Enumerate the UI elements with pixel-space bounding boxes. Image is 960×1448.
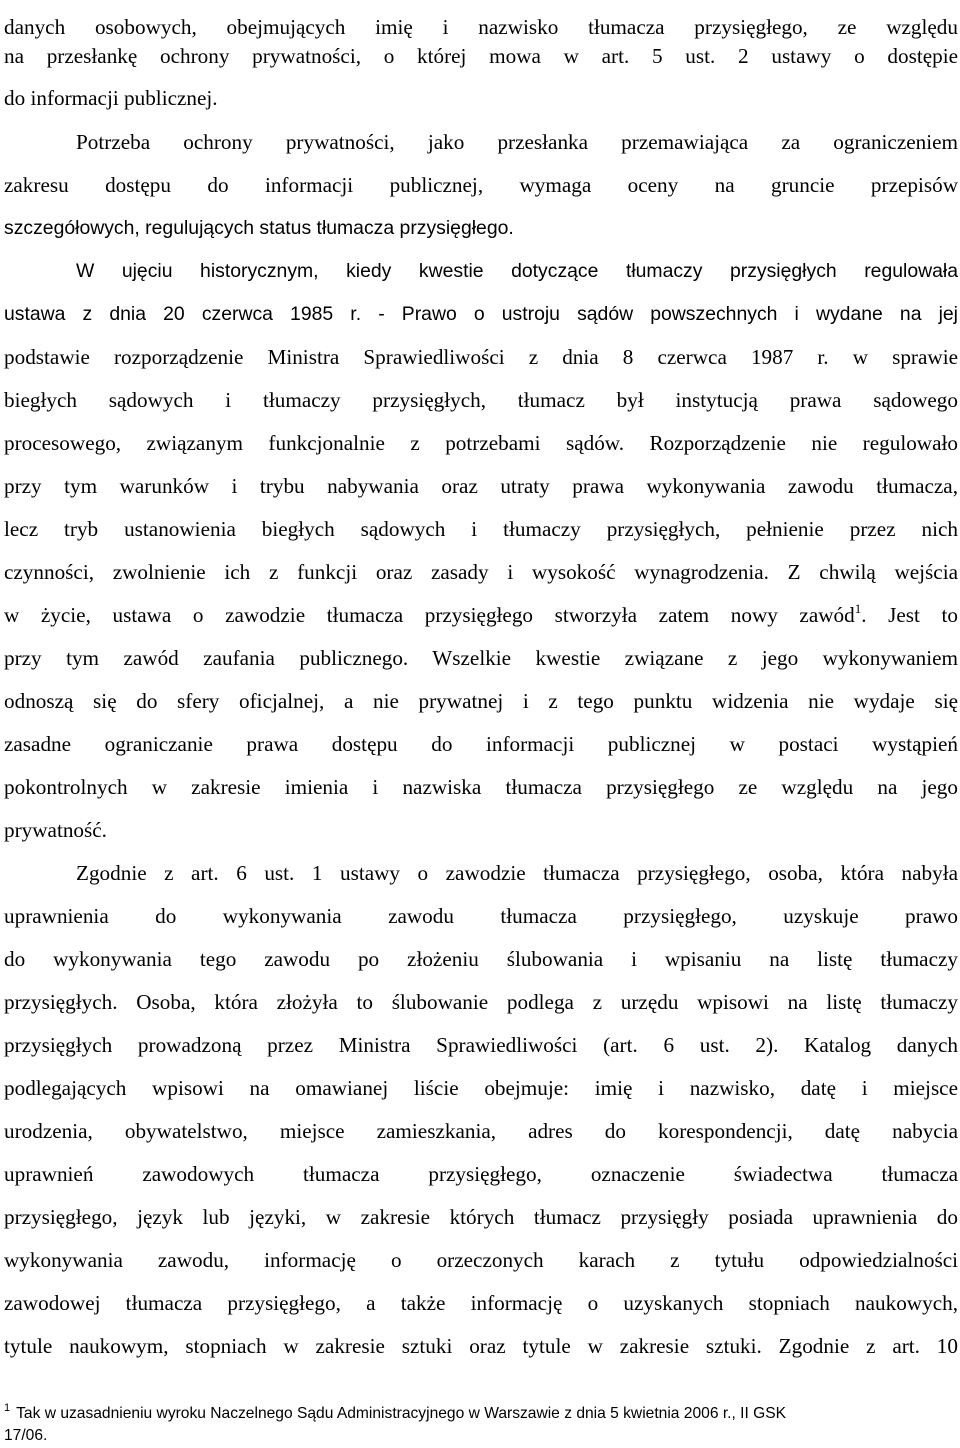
body-text-line: zakresu dostępu do informacji publicznej, wymaga oceny na gruncie przepisów — [4, 173, 958, 197]
footnote-line: 17/06. — [4, 1427, 48, 1444]
body-text-line: urodzenia, obywatelstwo, miejsce zamieszkania, adres do korespondencji, datę nabycia — [4, 1119, 958, 1143]
body-text-line: podstawie rozporządzenie Ministra Sprawiedliwości z dnia 8 czerwca 1987 r. w sprawie — [4, 345, 958, 369]
body-text-segment: w życie, ustawa o zawodzie tłumacza przysięgłego stworzyła zatem nowy zawód — [4, 603, 855, 627]
body-text-line: przy tym warunków i trybu nabywania oraz utraty prawa wykonywania zawodu tłumacza, — [4, 474, 958, 498]
body-text-line: tytule naukowym, stopniach w zakresie sztuki oraz tytule w zakresie sztuki. Zgodnie z art. 10 — [4, 1334, 958, 1358]
footnote-line — [4, 1403, 958, 1425]
body-text-line: szczegółowych, regulujących status tłumacza przysięgłego. — [4, 217, 514, 239]
body-text-line: do wykonywania tego zawodu po złożeniu ślubowania i wpisaniu na listę tłumaczy — [4, 947, 958, 971]
body-text-line: na przesłankę ochrony prywatności, o której mowa w art. 5 ust. 2 ustawy o dostępie — [4, 44, 958, 68]
body-text-line: uprawnień zawodowych tłumacza przysięgłego, oznaczenie świadectwa tłumacza — [4, 1162, 958, 1186]
body-text-line: do informacji publicznej. — [4, 86, 218, 110]
footnote-text: Tak w uzasadnieniu wyroku Naczelnego Sądu Administracyjnego w Warszawie z dnia 5 kwietnia 2006 r., II GSK — [16, 1405, 787, 1422]
body-text-line: W ujęciu historycznym, kiedy kwestie dotyczące tłumaczy przysięgłych regulowała — [76, 260, 958, 282]
body-text-line: prywatność. — [4, 818, 107, 842]
body-text-line: czynności, zwolnienie ich z funkcji oraz zasady i wysokość wynagrodzenia. Z chwilą wejścia — [4, 560, 958, 584]
body-text-line: danych osobowych, obejmujących imię i nazwisko tłumacza przysięgłego, ze względu — [4, 15, 958, 39]
body-text-line — [4, 597, 958, 633]
footnote-reference[interactable]: 1 — [854, 601, 862, 616]
body-text-line: przysięgłych prowadzoną przez Ministra Sprawiedliwości (art. 6 ust. 2). Katalog danych — [4, 1033, 958, 1057]
body-text-line: przysięgłego, język lub języki, w zakresie których tłumacz przysięgły posiada uprawnienia do — [4, 1205, 958, 1229]
body-text-line: pokontrolnych w zakresie imienia i nazwiska tłumacza przysięgłego ze względu na jego — [4, 775, 958, 799]
body-text-line: Potrzeba ochrony prywatności, jako przesłanka przemawiająca za ograniczeniem — [76, 130, 958, 154]
body-text-line: przy tym zawód zaufania publicznego. Wszelkie kwestie związane z jego wykonywaniem — [4, 646, 958, 670]
body-text-line: uprawnienia do wykonywania zawodu tłumacza przysięgłego, uzyskuje prawo — [4, 904, 958, 928]
body-text-line: biegłych sądowych i tłumaczy przysięgłych, tłumacz był instytucją prawa sądowego — [4, 388, 958, 412]
footnote-number: 1 — [4, 1402, 11, 1414]
body-text-line: przysięgłych. Osoba, która złożyła to ślubowanie podlega z urzędu wpisowi na listę tłumaczy — [4, 990, 958, 1014]
body-text-line: zasadne ograniczanie prawa dostępu do informacji publicznej w postaci wystąpień — [4, 732, 958, 756]
body-text-line: wykonywania zawodu, informację o orzeczonych karach z tytułu odpowiedzialności — [4, 1248, 958, 1272]
body-text-line: Zgodnie z art. 6 ust. 1 ustawy o zawodzie tłumacza przysięgłego, osoba, która nabyła — [76, 861, 958, 885]
body-text-segment: . Jest to — [861, 603, 958, 627]
body-text-line: podlegających wpisowi na omawianej liście obejmuje: imię i nazwisko, datę i miejsce — [4, 1076, 958, 1100]
body-text-line: lecz tryb ustanowienia biegłych sądowych i tłumaczy przysięgłych, pełnienie przez nich — [4, 517, 958, 541]
body-text-line: procesowego, związanym funkcjonalnie z potrzebami sądów. Rozporządzenie nie regulowało — [4, 431, 958, 455]
body-text-line: odnoszą się do sfery oficjalnej, a nie prywatnej i z tego punktu widzenia nie wydaje się — [4, 689, 958, 713]
body-text-line: zawodowej tłumacza przysięgłego, a także informację o uzyskanych stopniach naukowych, — [4, 1291, 958, 1315]
body-text-line: ustawa z dnia 20 czerwca 1985 r. - Prawo o ustroju sądów powszechnych i wydane na jej — [4, 303, 958, 325]
